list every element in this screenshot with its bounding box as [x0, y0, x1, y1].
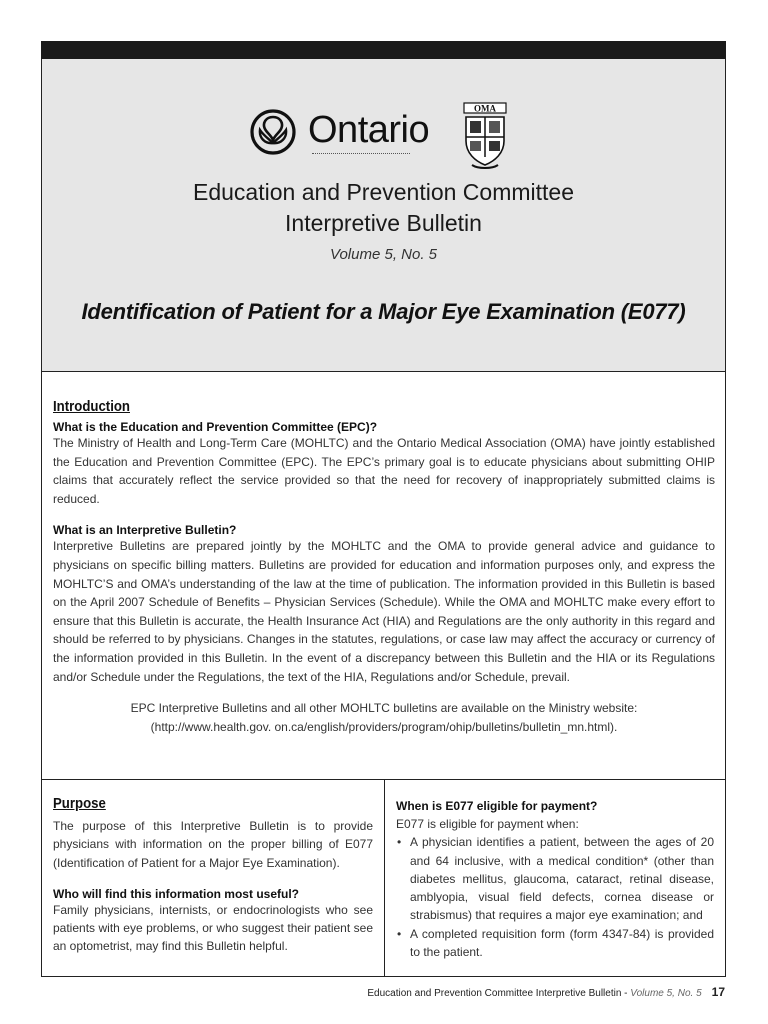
- ontario-wordmark: Ontario: [308, 109, 430, 151]
- ontario-trillium-icon: [249, 108, 297, 156]
- introduction-section: [53, 398, 715, 736]
- bullet-icon: •: [397, 926, 402, 941]
- purpose-heading: Purpose: [53, 795, 106, 812]
- logo-row: [42, 99, 725, 174]
- list-item: [396, 833, 714, 924]
- question-audience: Who will find this information most useful?: [53, 886, 299, 901]
- list-item-text: A completed requisition form (form 4347-84) is provided to the patient.: [410, 926, 714, 960]
- bulletin-main-title: Identification of Patient for a Major Eye Examination (E077): [81, 299, 686, 324]
- eligibility-section: [396, 799, 714, 961]
- ontario-tagline: [312, 153, 410, 156]
- purpose-paragraph: The purpose of this Interpretive Bulletin is to provide physicians with information on the proper billing of E077 (Identification of Patient for a Major Eye Examination).: [53, 819, 373, 870]
- website-url: (http://www.health.gov. on.ca/english/providers/program/ohip/bulletins/bulletin_mn.html).: [150, 719, 618, 734]
- top-bar: [41, 41, 726, 59]
- oma-crest-icon: [460, 99, 510, 171]
- bulletin-header: [42, 59, 725, 372]
- website-note-line: EPC Interpretive Bulletins and all other MOHLTC bulletins are available on the Ministry website:: [130, 701, 638, 716]
- bulletin-type-title: Interpretive Bulletin: [285, 210, 482, 236]
- eligibility-intro: E077 is eligible for payment when:: [396, 817, 579, 831]
- page-number: 17: [711, 985, 725, 999]
- volume-number: Volume 5, No. 5: [330, 246, 437, 263]
- svg-text:OMA: OMA: [474, 103, 496, 114]
- introduction-heading: Introduction: [53, 398, 130, 415]
- list-item-text: A physician identifies a patient, between the ages of 20 and 64 inclusive, with a medical condition* (other than diabetes mellitus, glaucoma, cataract, retinal disease, amblyopia, visual field defects, cornea disease or strabismus) that requires a major eye examination; and: [410, 835, 714, 923]
- page-footer: [367, 985, 725, 999]
- eligibility-heading: When is E077 eligible for payment?: [396, 799, 598, 813]
- list-item: [396, 925, 714, 962]
- bulletin-committee-title: Education and Prevention Committee: [193, 179, 574, 205]
- website-note: [53, 699, 715, 736]
- purpose-section: [53, 795, 373, 956]
- footer-text: Education and Prevention Committee Interpretive Bulletin -: [367, 988, 631, 999]
- eligibility-list: [396, 833, 714, 961]
- paragraph-epc: The Ministry of Health and Long-Term Care (MOHLTC) and the Ontario Medical Association (OMA) have jointly established the Education and Prevention Committee (EPC). The EPC’s primary goal is to educate physicians about submitting OHIP claims that accurately reflect the service provided so that the need for recovery of inappropriately submitted claims is reduced.: [53, 436, 715, 506]
- footer-volume: Volume 5, No. 5: [630, 988, 702, 999]
- column-divider: [384, 780, 385, 976]
- question-epc: What is the Education and Prevention Committee (EPC)?: [53, 420, 378, 434]
- bullet-icon: •: [397, 835, 402, 850]
- audience-paragraph: Family physicians, internists, or endocrinologists who see patients with eye problems, or who suggest their patient see an optometrist, may find this Bulletin helpful.: [53, 902, 373, 954]
- paragraph-bulletin: Interpretive Bulletins are prepared jointly by the MOHLTC and the OMA to provide general advice and guidance to physicians on specific billing matters. Bulletins are provided for education and information purposes only, and express the MOHLTC’S and OMA’s understanding of the law at the time of publication. The information provided in this Bulletin is based on the April 2007 Schedule of Benefits – Physician Services (Schedule). While the OMA and MOHLTC make every effort to ensure that this Bulletin is accurate, the Health Insurance Act (HIA) and Regulations are the only authority in this regard and should be referred to by physicians. Changes in the statutes, regulations, or case law may affect the accuracy or currency of the information provided in this Bulletin. In the event of a discrepancy between this Bulletin and the HIA or its Regulations and/or Schedule under the Regulations, the text of the HIA, Regulations and/or Schedule, prevail.: [53, 539, 715, 684]
- question-bulletin: What is an Interpretive Bulletin?: [53, 523, 237, 538]
